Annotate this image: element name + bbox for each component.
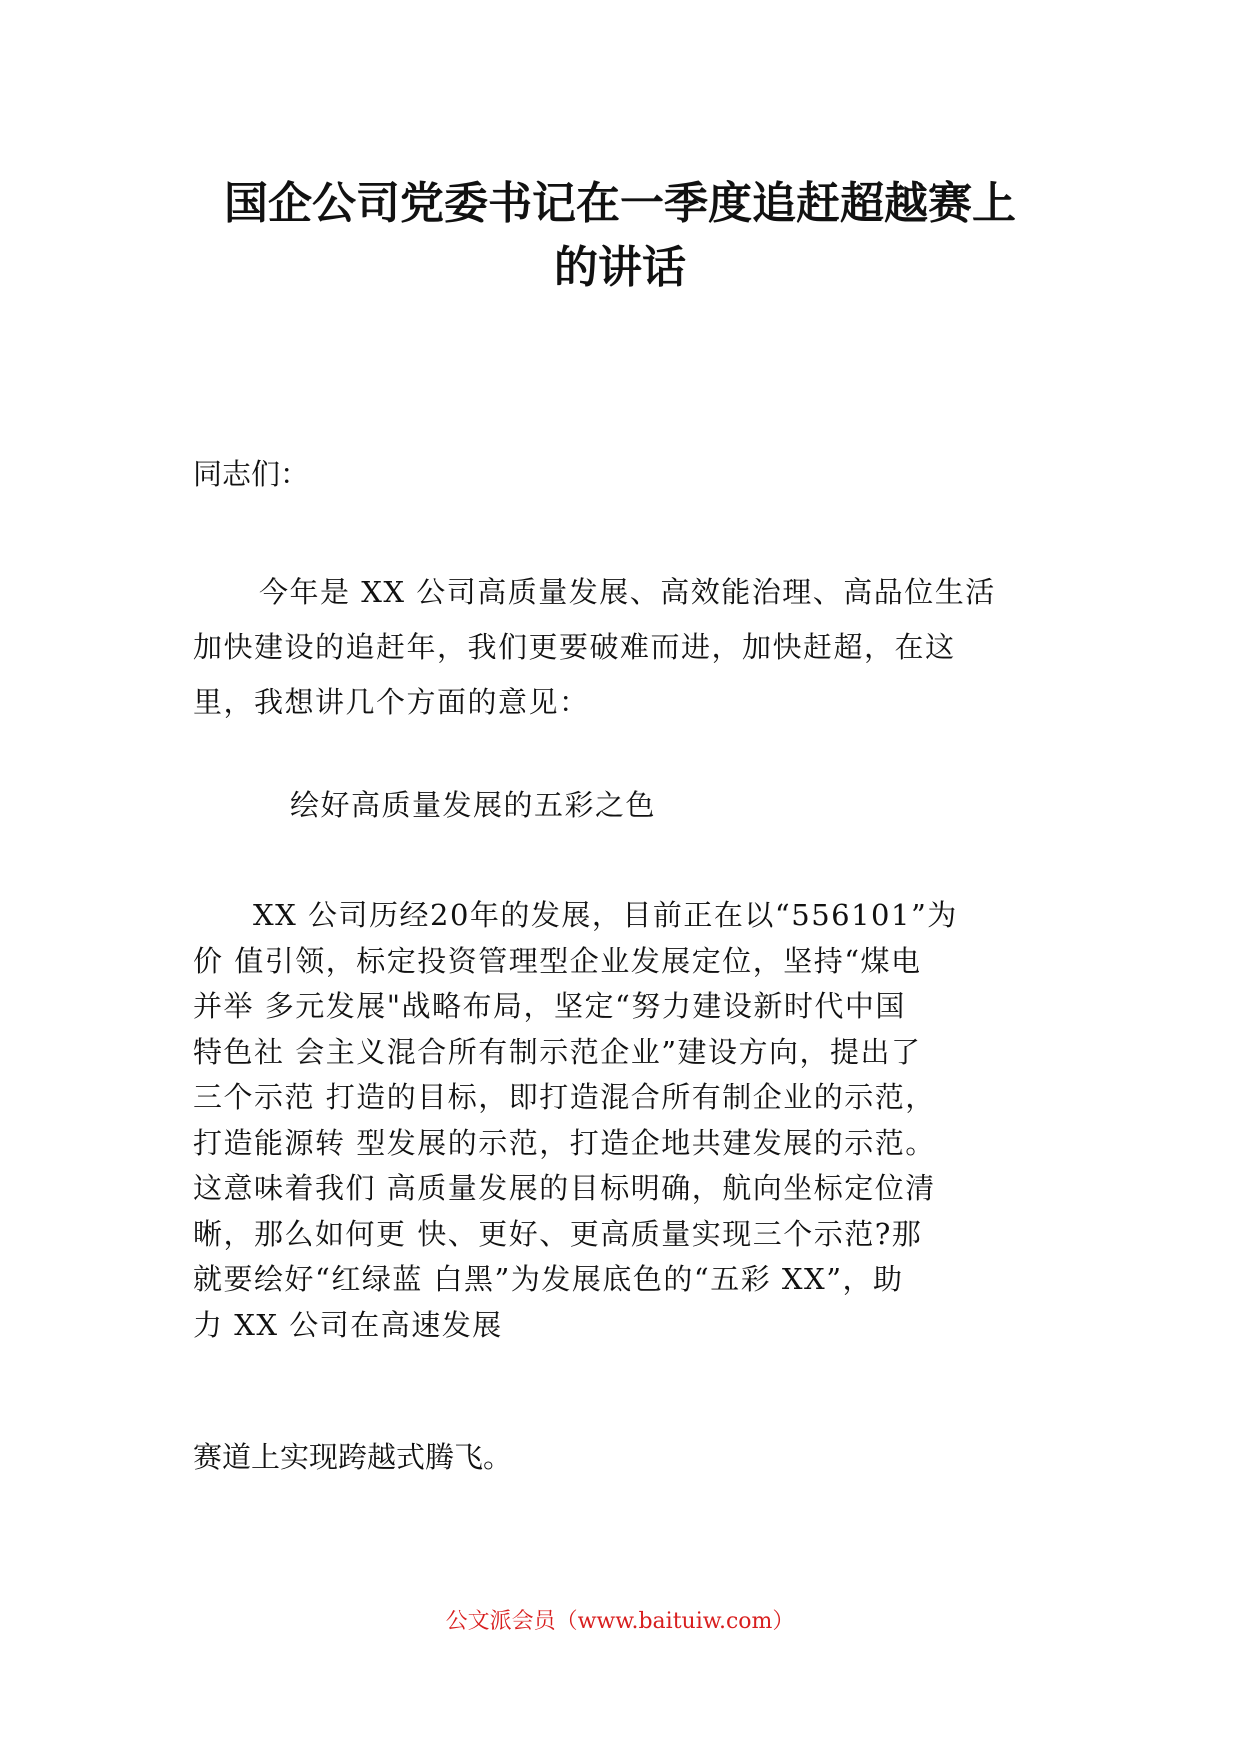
paragraph-line: 今年是 XX 公司高质量发展、高效能治理、高品位生活 [259, 575, 996, 609]
title-line: 国企公司党委书记在一季度追赶超越赛上 [224, 178, 1016, 229]
paragraph-line: 特色社 会主义混合所有制示范企业”建设方向，提出了 [193, 1034, 922, 1069]
paragraph-line: 三个示范 打造的目标，即打造混合所有制企业的示范， [193, 1080, 936, 1114]
section-heading: 绘好高质量发展的五彩之色 [290, 788, 657, 822]
intro-paragraph [193, 565, 1053, 730]
title-line: 的讲话 [554, 242, 686, 293]
paragraph-line: 晰，那么如何更 快、更好、更高质量实现三个示范?那 [193, 1216, 923, 1251]
body-paragraph [193, 893, 1053, 1348]
paragraph-line: 就要绘好“红绿蓝 白黑”为发展底色的“五彩 XX”，助 [193, 1262, 904, 1296]
paragraph-line: XX 公司历经20年的发展，目前正在以“556101”为 [253, 898, 958, 932]
paragraph-line: 打造能源转 型发展的示范，打造企地共建发展的示范。 [193, 1125, 936, 1160]
paragraph-line: 价 值引领，标定投资管理型企业发展定位，坚持“煤电 [193, 943, 922, 978]
footer-watermark-link[interactable]: 公文派会员（www.baituiw.com） [445, 1609, 795, 1634]
document-title [190, 172, 1050, 300]
paragraph-line: 里，我想讲几个方面的意见： [193, 685, 590, 719]
salutation: 同志们： [193, 457, 310, 491]
paragraph-line: 这意味着我们 高质量发展的目标明确，航向坐标定位清 [193, 1171, 936, 1205]
paragraph-line: 加快建设的追赶年，我们更要破难而进，加快赶超，在这 [193, 630, 956, 664]
closing-line: 赛道上实现跨越式腾飞。 [193, 1440, 513, 1474]
paragraph-line: 力 XX 公司在高速发展 [193, 1307, 503, 1342]
paragraph-line: 并举 多元发展"战略布局，坚定“努力建设新时代中国 [193, 989, 906, 1023]
